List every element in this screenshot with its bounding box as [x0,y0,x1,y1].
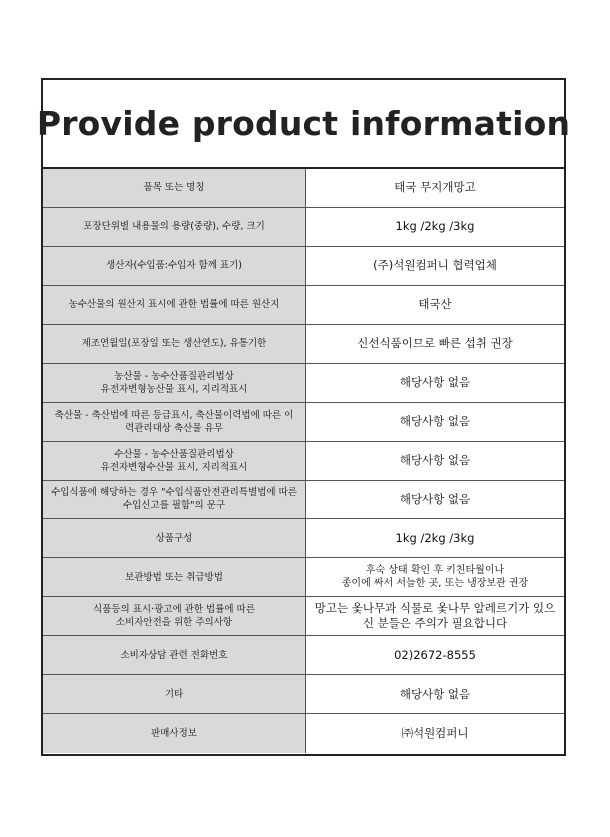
row-label: 축산물 - 축산법에 따른 등급표시, 축산물이력법에 따른 이 력관리대상 축산물 유무 [43,403,306,441]
row-label: 포장단위별 내용물의 용량(중량), 수량, 크기 [43,208,306,246]
row-value: ㈜석원컴퍼니 [401,726,469,741]
row-label: 수산물 - 농수산품질관리법상 유전자변형수산물 표시, 지리적표시 [43,442,306,480]
row-label: 품목 또는 명칭 [43,169,306,207]
table-row [43,597,564,636]
row-label: 식품등의 표시·광고에 관한 법률에 따른 소비자안전을 위한 주의사항 [43,597,306,635]
row-value: 후숙 상태 확인 후 키친타월이나 종이에 싸서 서늘한 곳, 또는 냉장보관 권장 [341,565,529,590]
row-value: 해당사항 없음 [399,686,471,701]
page-title: Provide product information [36,104,571,143]
row-value: 망고는 옻나무과 식물로 옻나무 알레르기가 있으 신 분들은 주의가 필요합니다 [314,601,556,631]
row-value: 태국 무지개망고 [394,180,476,195]
info-table [43,169,564,753]
row-label: 제조연월일(포장일 또는 생산연도), 유통기한 [43,325,306,363]
table-row [43,364,564,403]
table-row [43,714,564,753]
table-row [43,325,564,364]
row-value: 1kg /2kg /3kg [395,530,475,545]
row-value: 해당사항 없음 [399,491,471,506]
title-box [36,80,571,169]
row-value: 해당사항 없음 [399,453,471,468]
table-row [43,403,564,442]
row-value: 해당사항 없음 [399,414,471,429]
product-info-sheet [36,78,571,756]
row-value: 1kg /2kg /3kg [395,219,475,234]
table-row [43,675,564,714]
row-label: 수입식품에 해당하는 경우 "수입식품안전관리특별법에 따른 수입신고를 필함"의 문구 [43,481,306,519]
table-row [43,286,564,325]
table-row [43,481,564,520]
table-row [43,169,564,208]
row-value: 태국산 [418,297,452,312]
table-row [43,519,564,558]
row-value: (주)석원컴퍼니 협력업체 [373,258,497,273]
row-value: 해당사항 없음 [399,375,471,390]
row-label: 판매사정보 [43,714,306,753]
table-row [43,247,564,286]
row-label: 보관방법 또는 취급방법 [43,558,306,596]
row-label: 상품구성 [43,519,306,557]
table-row [43,558,564,597]
row-label: 농산물 - 농수산품질관리법상 유전자변형농산물 표시, 지리적표시 [43,364,306,402]
row-value: 02)2672-8555 [394,647,476,662]
table-row [43,636,564,675]
row-label: 생산자(수입품:수입자 함께 표기) [43,247,306,285]
row-label: 기타 [43,675,306,713]
table-row [43,442,564,481]
row-label: 농수산물의 원산지 표시에 관한 법률에 따른 원산지 [43,286,306,324]
row-value: 신선식품이므로 빠른 섭취 권장 [357,336,513,351]
row-label: 소비자상담 관련 전화번호 [43,636,306,674]
table-row [43,208,564,247]
